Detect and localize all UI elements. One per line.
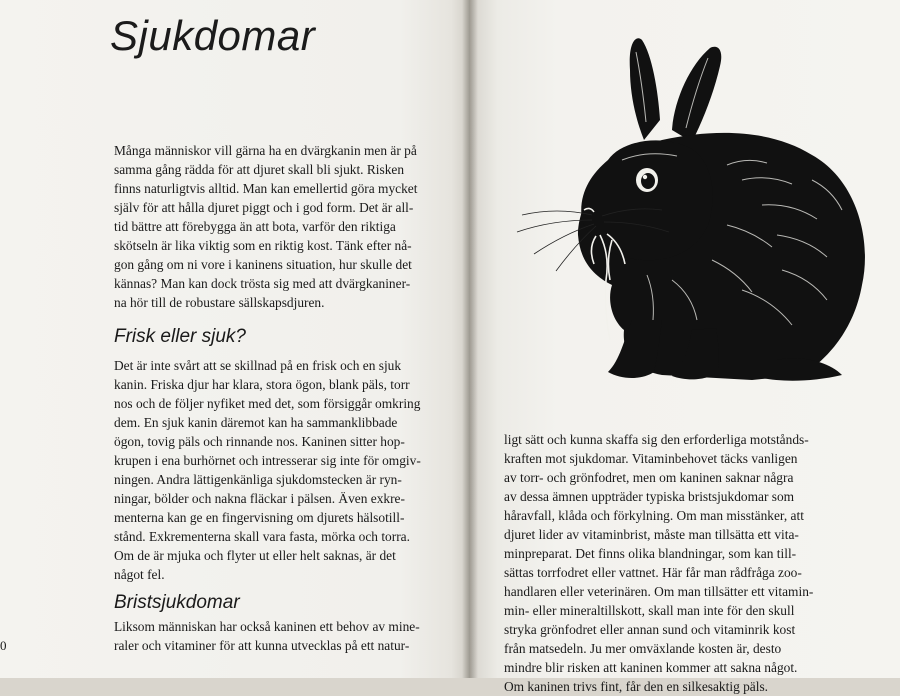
text-line: min- eller mineraltillskott, skall man inte för den skull <box>504 603 795 618</box>
text-line: ögon, tovig päls och rinnande nos. Kaninen sitter hop- <box>114 434 405 449</box>
text-line: nos och de följer nyfiket med det, som försiggår omkring <box>114 396 421 411</box>
text-line: tid bättre att förebygga än att bota, varför den riktiga <box>114 219 396 234</box>
text-line: ligt sätt och kunna skaffa sig den erforderliga motstånds- <box>504 432 809 447</box>
text-line: Om kaninen trivs fint, får den en silkesaktig päls. <box>504 679 769 694</box>
text-line: kanin. Friska djur har klara, stora ögon, blank päls, torr <box>114 377 410 392</box>
text-line: gon gång om ni vore i kaninens situation, hur skulle det <box>114 257 412 272</box>
chapter-title: Sjukdomar <box>110 12 316 59</box>
book-gutter <box>462 0 478 678</box>
text-line: från matsedeln. Ju mer omväxlande kosten är, desto <box>504 641 782 656</box>
text-line: ningar, bölder och nakna fläckar i pälsen. Även exkre- <box>114 491 405 506</box>
section-heading-frisk-eller-sjuk: Frisk eller sjuk? <box>114 326 246 347</box>
text-line: Det är inte svårt att se skillnad på en frisk och en sjuk <box>114 358 402 373</box>
section-paragraph-bristsjukdomar <box>114 617 449 655</box>
right-page <box>472 0 900 694</box>
text-line: djuret lider av vitaminbrist, måste man tillsätta ett vita- <box>504 527 799 542</box>
text-line: Många människor vill gärna ha en dvärgkanin men är på <box>114 143 417 158</box>
text-line: menterna kan ge en fingervisning om djurets hälsotill- <box>114 510 405 525</box>
text-line: handlaren eller veterinären. Om man tillsätter ett vitamin- <box>504 584 814 599</box>
text-line: av torr- och grönfodret, men om kaninen saknar några <box>504 470 794 485</box>
text-line: na hör till de robustare sällskapsdjuren. <box>114 295 325 310</box>
text-line: något fel. <box>114 567 165 582</box>
text-line: mindre blir risken att kaninen kommer att sakna något. <box>504 660 798 675</box>
text-line: håravfall, klåda och förkylning. Om man misstänker, att <box>504 508 804 523</box>
text-line: själv för att hålla djuret piggt och i god form. Det är all- <box>114 200 414 215</box>
text-line: stryka grönfodret eller annan sund och vitaminrik kost <box>504 622 796 637</box>
text-line: samma gång rädda för att djuret skall bli sjukt. Risken <box>114 162 405 177</box>
text-line: minpreparat. Det finns olika blandningar, som kan till- <box>504 546 797 561</box>
text-line: finns naturligtvis alltid. Man kan emellertid göra mycket <box>114 181 418 196</box>
text-line: av dessa ämnen uppträder typiska bristsjukdomar som <box>504 489 795 504</box>
text-line: skötseln är lika viktig som en riktig kost. Tänk efter nå- <box>114 238 412 253</box>
section-paragraph-frisk-eller-sjuk <box>114 356 449 584</box>
page-number: 0 <box>0 638 7 653</box>
text-line: ningen. Andra lättigenkänliga sjukdomstecken är ryn- <box>114 472 402 487</box>
rabbit-illustration-icon <box>512 30 862 390</box>
text-line: dem. En sjuk kanin däremot kan ha sammanklibbade <box>114 415 398 430</box>
intro-paragraph <box>114 141 449 312</box>
text-line: Liksom människan har också kaninen ett behov av mine- <box>114 619 420 634</box>
text-line: sättas torrfodret eller vattnet. Här får man rådfråga zoo- <box>504 565 802 580</box>
text-line: raler och vitaminer för att kunna utvecklas på ett natur- <box>114 638 410 653</box>
section-heading-bristsjukdomar: Bristsjukdomar <box>114 592 240 613</box>
text-line: stånd. Exkrementerna skall vara fasta, mörka och torra. <box>114 529 410 544</box>
right-page-paragraph <box>504 430 842 696</box>
text-line: kännas? Man kan dock trösta sig med att dvärgkaniner- <box>114 276 411 291</box>
text-line: Om de är mjuka och flyter ut eller helt saknas, är det <box>114 548 396 563</box>
text-line: krupen i ena burhörnet och intresserar sig inte för omgiv- <box>114 453 421 468</box>
text-line: kraften mot sjukdomar. Vitaminbehovet täcks vanligen <box>504 451 798 466</box>
